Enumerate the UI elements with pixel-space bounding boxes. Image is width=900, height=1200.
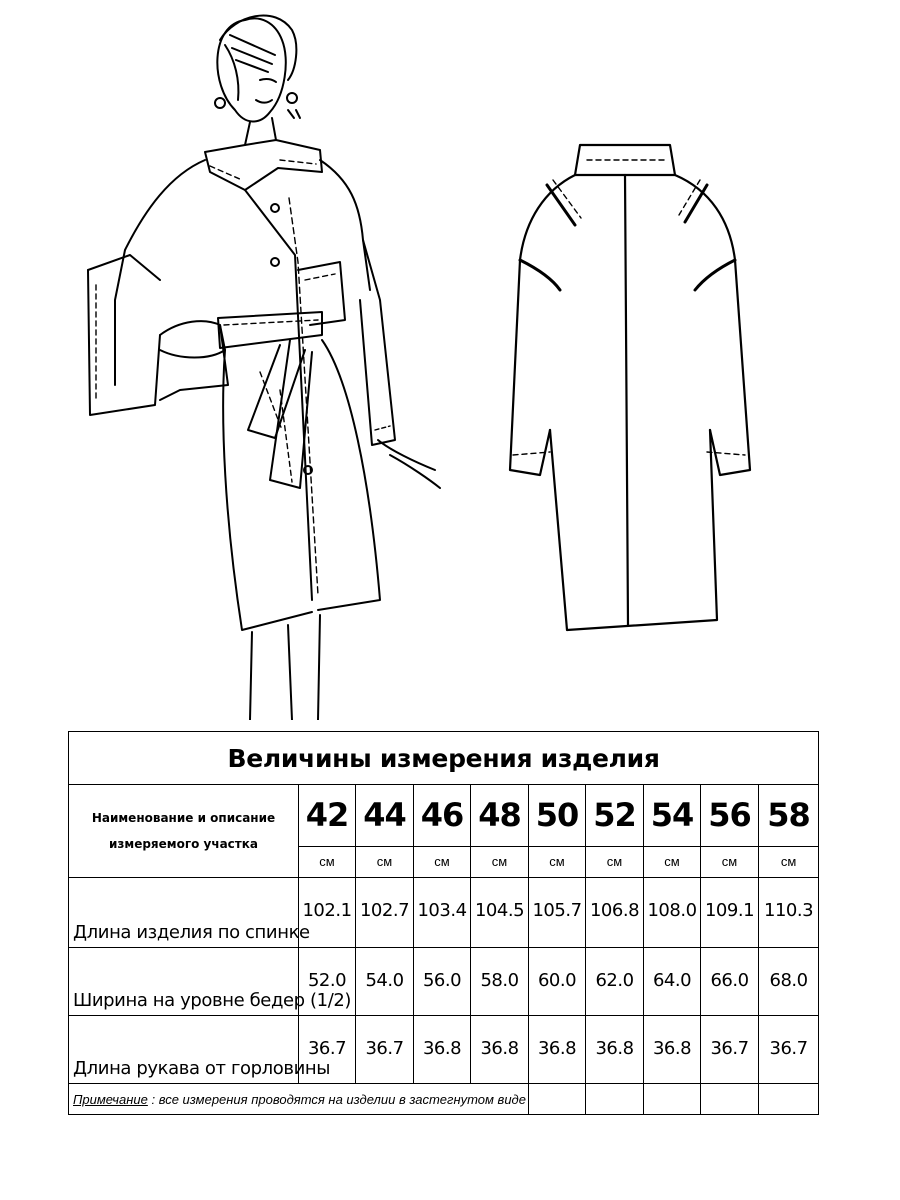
coat-front-sketch xyxy=(60,0,480,720)
table-note xyxy=(69,1084,529,1115)
coat-back-sketch xyxy=(495,130,770,640)
note-text: : все измерения проводятся на изделии в застегнутом виде xyxy=(147,1091,526,1107)
empty-cell xyxy=(701,1084,759,1115)
description-header xyxy=(69,785,299,878)
table-row xyxy=(69,1016,819,1084)
table-cell: 58.0 xyxy=(471,948,529,1016)
description-header-line1: Наименование и описание xyxy=(91,811,276,825)
unit-label: см xyxy=(471,846,529,877)
empty-cell xyxy=(644,1084,701,1115)
table-cell: 36.8 xyxy=(586,1016,644,1084)
table-cell: 36.7 xyxy=(759,1016,819,1084)
table-cell: 109.1 xyxy=(701,878,759,948)
description-header-line2: измеряемого участка xyxy=(109,837,258,851)
unit-label: см xyxy=(356,846,414,877)
table-cell: 52.0 xyxy=(299,948,356,1016)
note-row xyxy=(69,1084,819,1115)
empty-cell xyxy=(759,1084,819,1115)
unit-label: см xyxy=(701,846,759,877)
table-cell: 36.8 xyxy=(529,1016,586,1084)
table-cell: 56.0 xyxy=(414,948,471,1016)
unit-label: см xyxy=(759,846,819,877)
size-header: 48 xyxy=(471,785,529,847)
table-cell: 60.0 xyxy=(529,948,586,1016)
table-cell: 68.0 xyxy=(759,948,819,1016)
size-table xyxy=(68,731,819,1115)
table-cell: 54.0 xyxy=(356,948,414,1016)
size-header: 50 xyxy=(529,785,586,847)
table-cell: 106.8 xyxy=(586,878,644,948)
size-header: 44 xyxy=(356,785,414,847)
size-header: 56 xyxy=(701,785,759,847)
table-title: Величины измерения изделия xyxy=(69,732,819,785)
table-cell: 110.3 xyxy=(759,878,819,948)
size-header: 42 xyxy=(299,785,356,847)
table-cell: 102.1 xyxy=(299,878,356,948)
unit-label: см xyxy=(586,846,644,877)
table-cell: 36.8 xyxy=(471,1016,529,1084)
table-cell: 36.7 xyxy=(299,1016,356,1084)
table-cell: 62.0 xyxy=(586,948,644,1016)
table-cell: 64.0 xyxy=(644,948,701,1016)
table-row xyxy=(69,878,819,948)
row-label: Длина рукава от горловины xyxy=(69,1016,299,1084)
empty-cell xyxy=(529,1084,586,1115)
unit-label: см xyxy=(644,846,701,877)
size-header: 46 xyxy=(414,785,471,847)
table-cell: 36.8 xyxy=(644,1016,701,1084)
size-header: 54 xyxy=(644,785,701,847)
table-cell: 36.8 xyxy=(414,1016,471,1084)
size-header: 52 xyxy=(586,785,644,847)
table-cell: 36.7 xyxy=(356,1016,414,1084)
note-prefix: Примечание xyxy=(73,1091,148,1107)
unit-label: см xyxy=(529,846,586,877)
unit-label: см xyxy=(299,846,356,877)
size-header: 58 xyxy=(759,785,819,847)
table-cell: 103.4 xyxy=(414,878,471,948)
table-cell: 66.0 xyxy=(701,948,759,1016)
empty-cell xyxy=(586,1084,644,1115)
table-cell: 105.7 xyxy=(529,878,586,948)
table-cell: 102.7 xyxy=(356,878,414,948)
table-cell: 108.0 xyxy=(644,878,701,948)
table-row xyxy=(69,948,819,1016)
table-cell: 36.7 xyxy=(701,1016,759,1084)
row-label: Длина изделия по спинке xyxy=(69,878,299,948)
table-cell: 104.5 xyxy=(471,878,529,948)
row-label: Ширина на уровне бедер (1/2) xyxy=(69,948,299,1016)
unit-label: см xyxy=(414,846,471,877)
